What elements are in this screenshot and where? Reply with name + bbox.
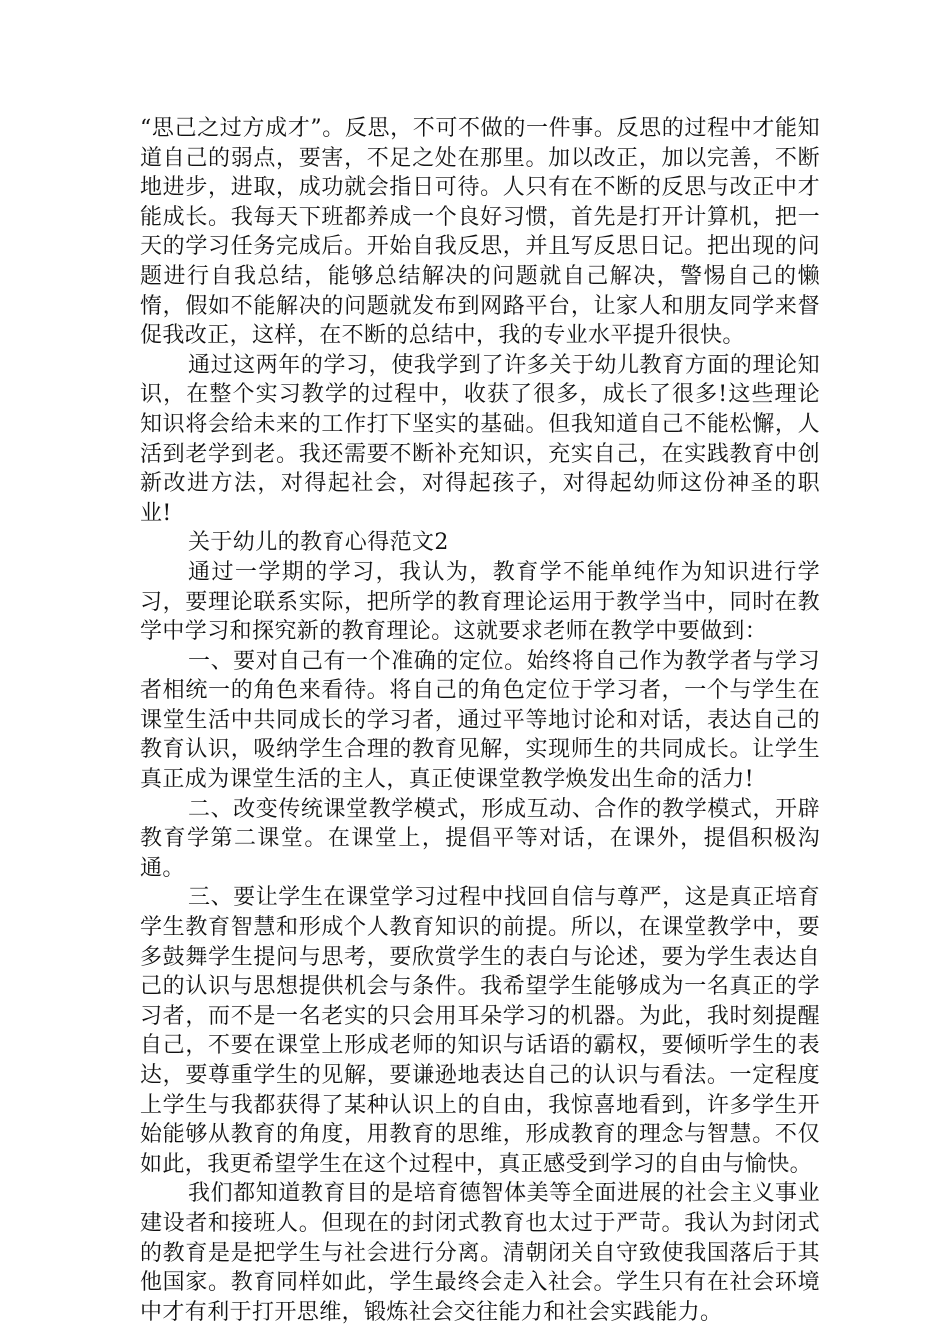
paragraph-semester-study: 通过一学期的学习，我认为，教育学不能单纯作为知识进行学习，要理论联系实际，把所学的教育理论运用于教学当中，同时在教学中学习和探究新的教育理论。这就要求老师在教学中要做到： [140, 559, 820, 645]
paragraph-reflection: “思己之过方成才”。反思，不可不做的一件事。反思的过程中才能知道自己的弱点，要害，不足之处在那里。加以改正，加以完善，不断地进步，进取，成功就会指日可待。人只有在不断的反思与改正中才能成长。我每天下班都养成一个良好习惯，首先是打开计算机，把一天的学习任务完成后。开始自我反思，并且写反思日记。把出现的问题进行自我总结，能够总结解决的问题就自己解决，警惕自己的懒惰，假如不能解决的问题就发布到网路平台，让家人和朋友同学来督促我改正，这样，在不断的总结中，我的专业水平提升很快。 [140, 116, 820, 349]
paragraph-point-one: 一、要对自己有一个准确的定位。始终将自己作为教学者与学习者相统一的角色来看待。将自己的角色定位于学习者，一个与学生在课堂生活中共同成长的学习者，通过平等地讨论和对话，表达自己的教育认识，吸纳学生合理的教育见解，实现师生的共同成长。让学生真正成为课堂生活的主人，真正使课堂教学焕发出生命的活力! [140, 648, 820, 793]
paragraph-point-two: 二、改变传统课堂教学模式，形成互动、合作的教学模式，开辟教育学第二课堂。在课堂上，提倡平等对话，在课外，提倡积极沟通。 [140, 796, 820, 881]
document-body [140, 114, 820, 1327]
paragraph-education-goal: 我们都知道教育目的是培育德智体美等全面进展的社会主义事业建设者和接班人。但现在的封闭式教育也太过于严苛。我认为封闭式的教育是是把学生与社会进行分离。清朝闭关自守致使我国落后于其他国家。教育同样如此，学生最终会走入社会。学生只有在社会环境中才有利于打开思维，锻炼社会交往能力和社会实践能力。 [140, 1181, 820, 1325]
paragraph-point-three: 三、要让学生在课堂学习过程中找回自信与尊严，这是真正培育学生教育智慧和形成个人教育知识的前提。所以，在课堂教学中，要多鼓舞学生提问与思考，要欣赏学生的表白与论述，要为学生表达自己的认识与思想提供机会与条件。我希望学生能够成为一名真正的学习者，而不是一名老实的只会用耳朵学习的机器。为此，我时刻提醒自己，不要在课堂上形成老师的知识与话语的霸权，要倾听学生的表达，要尊重学生的见解，要谦逊地表达自己的认识与看法。一定程度上学生与我都获得了某种认识上的自由，我惊喜地看到，许多学生开始能够从教育的角度，用教育的思维，形成教育的理念与智慧。不仅如此，我更希望学生在这个过程中，真正感受到学习的自由与愉快。 [140, 885, 820, 1177]
paragraph-two-years-study: 通过这两年的学习，使我学到了许多关于幼儿教育方面的理论知识，在整个实习教学的过程中，收获了很多，成长了很多!这些理论知识将会给未来的工作打下坚实的基础。但我知道自己不能松懈，人活到老学到老。我还需要不断补充知识，充实自己，在实践教育中创新改进方法，对得起社会，对得起孩子，对得起幼师这份神圣的职业! [140, 352, 820, 526]
section-heading-essay-2: 关于幼儿的教育心得范文2 [188, 530, 449, 556]
